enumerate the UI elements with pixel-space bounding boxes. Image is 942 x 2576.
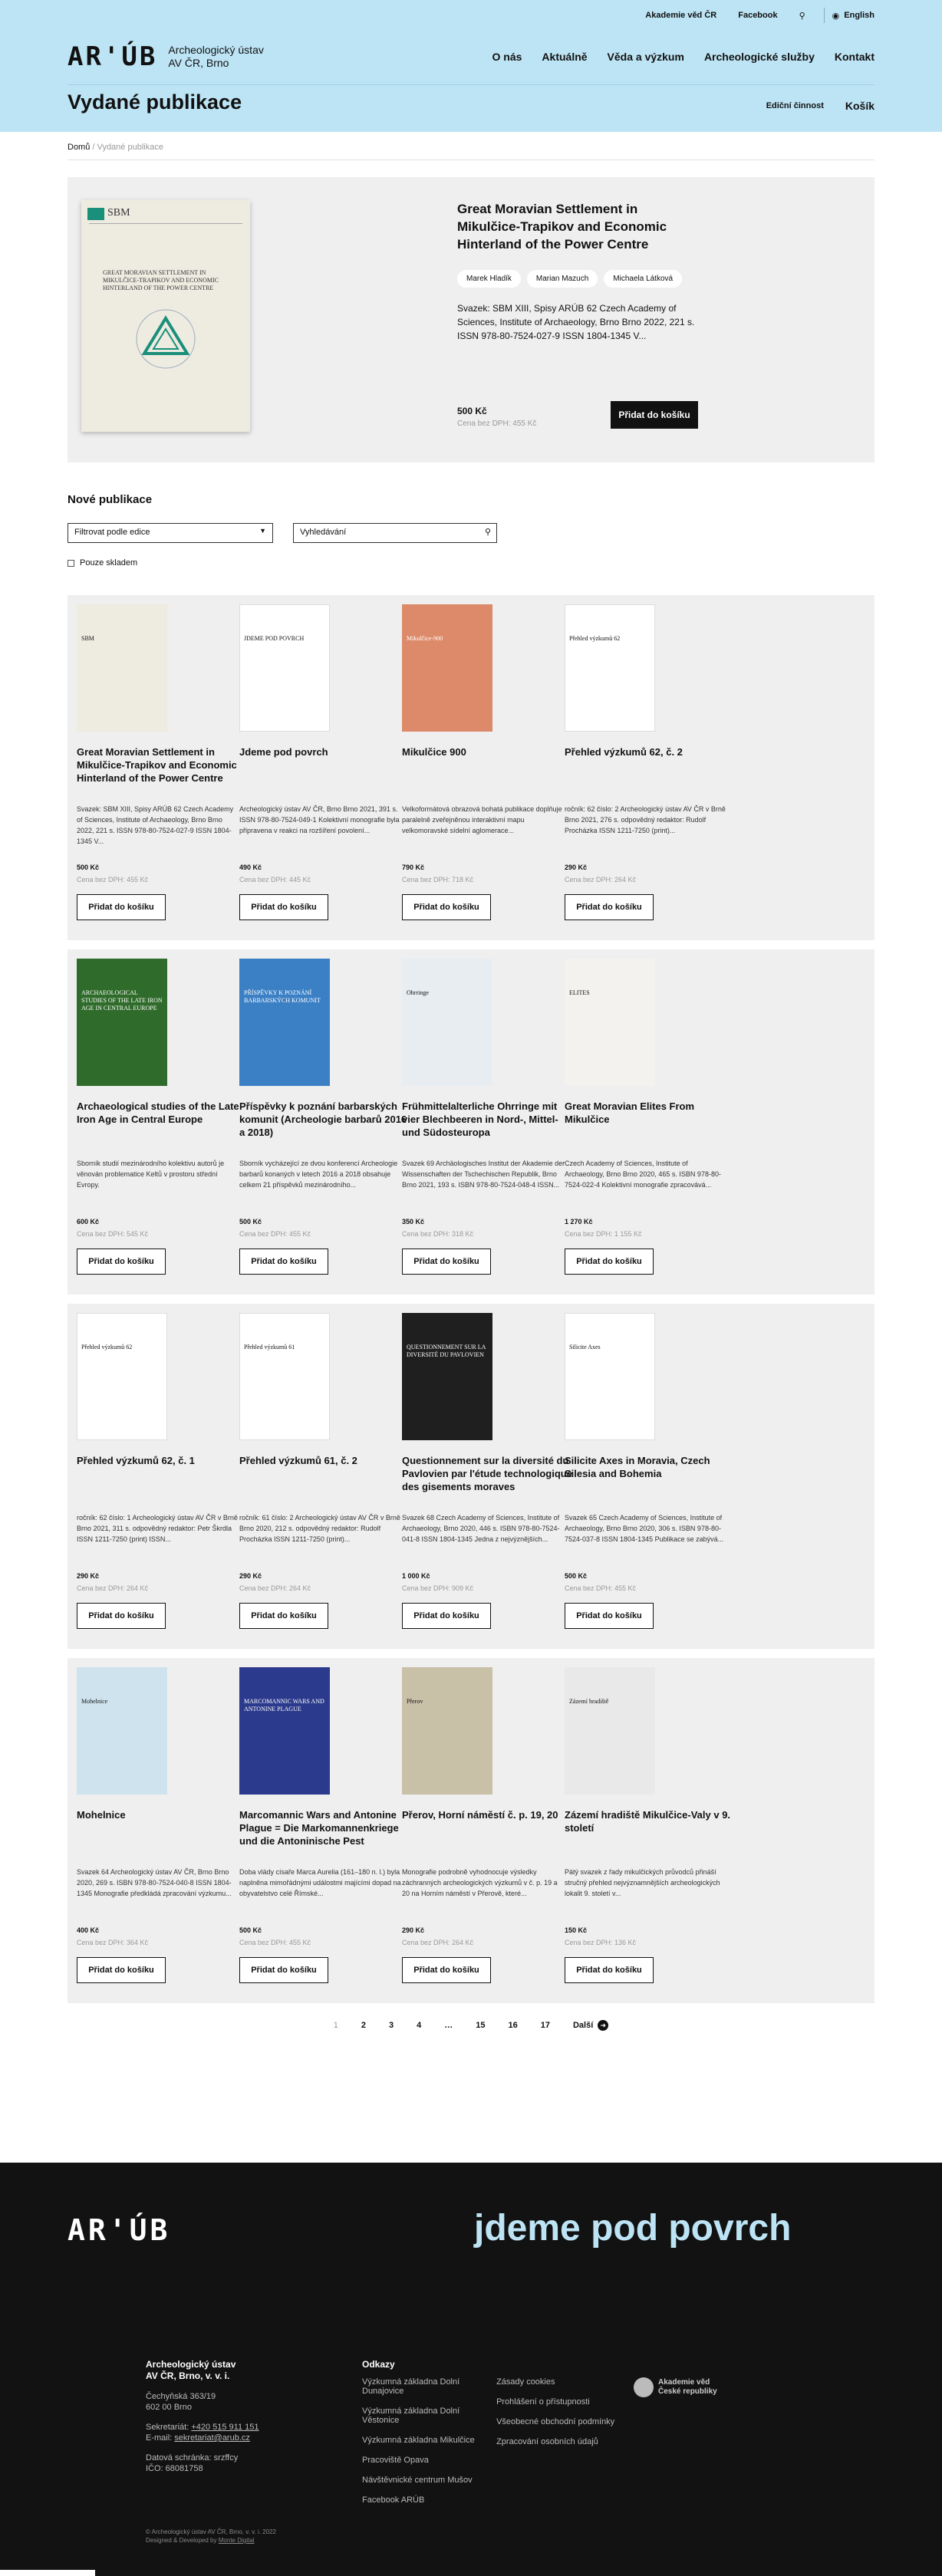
add-to-cart-button[interactable]: Přidat do košíku xyxy=(239,1957,328,1983)
product-grid xyxy=(68,595,874,2003)
product-row xyxy=(68,949,874,1295)
footer-institute-2: AV ČR, Brno, v. v. i. xyxy=(146,2370,230,2381)
product-cover[interactable] xyxy=(565,1667,655,1795)
nav-aktualne[interactable]: Aktuálně xyxy=(542,51,588,63)
add-to-cart-button[interactable]: Přidat do košíku xyxy=(402,1603,491,1629)
product-row xyxy=(68,595,874,940)
section-title: Nové publikace xyxy=(68,493,153,506)
footer-link[interactable]: Facebook ARÚB xyxy=(362,2495,425,2505)
chevron-down-icon: ▼ xyxy=(259,527,266,535)
product-cover-text: Přerov xyxy=(407,1698,423,1705)
cover-series: SBM xyxy=(107,207,130,219)
product-card xyxy=(555,1304,739,1649)
product-cover-text: PŘÍSPĚVKY K POZNÁNÍ BARBARSKÝCH KOMUNIT xyxy=(244,989,321,1004)
page-link[interactable]: … xyxy=(444,2021,453,2030)
breadcrumb: Domů / Vydané publikace xyxy=(68,143,163,152)
author-tag[interactable]: Michaela Látková xyxy=(604,270,682,288)
product-title[interactable]: Frühmittelalterliche Ohrringe mit vier Blechbeeren in Nord-, Mittel- und Südosteuropa xyxy=(402,1100,558,1138)
product-title[interactable]: Mikulčice 900 xyxy=(402,746,466,758)
language-link[interactable]: English xyxy=(844,11,874,20)
product-title[interactable]: Great Moravian Elites From Mikulčice xyxy=(565,1100,695,1125)
product-card xyxy=(555,949,739,1295)
academy-logo-icon xyxy=(634,2377,654,2397)
product-card xyxy=(393,1304,577,1649)
product-cover[interactable] xyxy=(239,604,330,732)
logo[interactable]: AR'ÚB xyxy=(68,41,158,72)
product-card xyxy=(230,595,414,940)
series-badge xyxy=(87,208,104,220)
add-to-cart-button[interactable]: Přidat do košíku xyxy=(239,894,328,920)
product-cover[interactable] xyxy=(565,959,655,1086)
author-list xyxy=(457,270,703,288)
product-net-price: Cena bez DPH: 545 Kč xyxy=(77,1230,149,1238)
page-link[interactable]: 3 xyxy=(388,2021,394,2030)
add-to-cart-button[interactable]: Přidat do košíku xyxy=(565,1957,654,1983)
footer-link[interactable]: Výzkumná základna Dolní Dunajovice xyxy=(362,2377,460,2396)
footer-phone-label: Sekretariát: xyxy=(146,2423,189,2432)
product-cover-text: QUESTIONNEMENT SUR LA DIVERSITÉ DU PAVLOVIEN xyxy=(407,1344,486,1358)
search-icon[interactable]: ⚲ xyxy=(799,11,805,21)
page-link[interactable]: 2 xyxy=(361,2021,366,2030)
product-cover[interactable] xyxy=(565,604,655,732)
footer-street: Čechyňská 363/19 xyxy=(146,2392,216,2401)
product-title[interactable]: Přehled výzkumů 62, č. 2 xyxy=(565,746,683,758)
footer-link[interactable]: Výzkumná základna Dolní Věstonice xyxy=(362,2407,460,2425)
product-cover[interactable] xyxy=(77,604,167,732)
product-description: Svazek 68 Czech Academy of Sciences, Institute of Archaeology, Brno 2020, 446 s. ISBN 978-80-7524-041-8 ISSN 1804-1345 Jedna z nejvýznějších... xyxy=(402,1514,560,1543)
product-cover[interactable] xyxy=(239,1667,330,1795)
product-price: 150 Kč xyxy=(565,1926,588,1934)
institute-name xyxy=(168,44,264,70)
add-to-cart-button[interactable]: Přidat do košíku xyxy=(402,894,491,920)
product-row xyxy=(68,1304,874,1649)
product-title[interactable]: Příspěvky k poznání barbarských komunit (Archeologie barbarů 2016 a 2018) xyxy=(239,1100,407,1138)
product-price: 500 Kč xyxy=(77,864,100,871)
product-title[interactable]: Mohelnice xyxy=(77,1809,126,1821)
product-card xyxy=(555,1658,739,2003)
copyright xyxy=(146,2528,276,2545)
product-cover-text: MARCOMANNIC WARS AND ANTONINE PLAGUE xyxy=(244,1698,324,1712)
product-description: Doba vlády císaře Marca Aurelia (161–180 n. l.) byla naplněna mimořádnými událostmi majícími dopad na obyvatelstvo celé Římské... xyxy=(239,1868,401,1897)
site-footer xyxy=(0,2163,942,2576)
product-title[interactable]: Jdeme pod povrch xyxy=(239,746,328,758)
institute-line-2: AV ČR, Brno xyxy=(168,57,229,69)
product-description: Sborník vycházející ze dvou konferencí Archeologie barbarů konaných v letech 2016 a 2018 obsahuje celkem 21 příspěvků mezinárodního... xyxy=(239,1160,398,1189)
academy-badge[interactable] xyxy=(634,2377,717,2397)
product-cover[interactable] xyxy=(402,604,492,732)
product-price: 1 270 Kč xyxy=(565,1218,593,1225)
product-description: ročník: 61 číslo: 2 Archeologický ústav AV ČR v Brně Brno 2020, 212 s. odpovědný redaktor: Rudolf Procházka ISSN 1211-7250 (print)... xyxy=(239,1514,400,1543)
product-price: 290 Kč xyxy=(402,1926,425,1934)
footer-links-col-2 xyxy=(496,2377,614,2457)
footer-institute-1: Archeologický ústav xyxy=(146,2359,236,2370)
product-price: 500 Kč xyxy=(239,1926,262,1934)
product-cover-text: Mikulčice-900 xyxy=(407,635,443,642)
add-to-cart-button[interactable]: Přidat do košíku xyxy=(77,1603,166,1629)
footer-ico: IČO: 68081758 xyxy=(146,2464,203,2473)
product-description: Svazek 69 Archäologisches Institut der Akademie der Wissenschaften der Tschechischen Republik, Brno Brno 2021, 193 s. ISBN 978-80-7524-048-4 ISSN... xyxy=(402,1160,565,1189)
page-link[interactable]: 16 xyxy=(508,2021,518,2030)
product-cover[interactable] xyxy=(402,1313,492,1440)
product-cover-text: ELITES xyxy=(569,989,590,996)
product-card xyxy=(230,949,414,1295)
add-to-cart-button[interactable]: Přidat do košíku xyxy=(239,1603,328,1629)
product-cover-text: ARCHAEOLOGICAL STUDIES OF THE LATE IRON AGE IN CENTRAL EUROPE xyxy=(81,989,163,1012)
cover-title: GREAT MORAVIAN SETTLEMENT IN MIKULČICE-TRAPIKOV AND ECONOMIC HINTERLAND OF THE POWER CENTRE xyxy=(103,269,219,291)
copyright-text: © Archeologický ústav AV ČR, Brno, v. v. i. 2022 xyxy=(146,2528,276,2535)
search-icon[interactable]: ⚲ xyxy=(484,528,491,537)
page-link[interactable]: 1 xyxy=(333,2021,338,2030)
product-row xyxy=(68,1658,874,2003)
product-net-price: Cena bez DPH: 909 Kč xyxy=(402,1584,474,1592)
product-title[interactable]: Marcomannic Wars and Antonine Plague = Die Markomannenkriege und die Antoninische Pest xyxy=(239,1809,399,1847)
product-net-price: Cena bez DPH: 264 Kč xyxy=(402,1939,474,1946)
edition-select-value: Filtrovat podle edice xyxy=(74,528,150,537)
product-cover[interactable] xyxy=(77,1313,167,1440)
featured-info xyxy=(457,200,703,343)
featured-publication xyxy=(68,177,874,462)
featured-net-price: Cena bez DPH: 455 Kč xyxy=(457,419,537,428)
page-title: Vydané publikace xyxy=(68,90,242,114)
product-description: Svazek: SBM XIII, Spisy ARÚB 62 Czech Academy of Sciences, Institute of Archaeology, Brno Brno 2022, 221 s. ISSN 978-80-7524-027-9 ISSN 1804-1345 V... xyxy=(77,805,234,845)
product-price: 290 Kč xyxy=(239,1572,262,1580)
product-price: 290 Kč xyxy=(77,1572,100,1580)
product-cover-text: Přehled výzkumů 61 xyxy=(244,1344,295,1351)
footer-link[interactable]: Zpracování osobních údajů xyxy=(496,2437,598,2446)
product-card xyxy=(230,1304,414,1649)
product-net-price: Cena bez DPH: 264 Kč xyxy=(77,1584,149,1592)
featured-price: 500 Kč xyxy=(457,406,487,416)
product-price: 490 Kč xyxy=(239,864,262,871)
product-card xyxy=(68,595,252,940)
page-link[interactable]: 4 xyxy=(417,2021,422,2030)
footer-email[interactable]: sekretariat@arub.cz xyxy=(174,2433,250,2443)
footer-email-label: E-mail: xyxy=(146,2433,173,2443)
product-price: 290 Kč xyxy=(565,864,588,871)
footer-link[interactable]: Všeobecné obchodní podmínky xyxy=(496,2417,615,2426)
footer-address xyxy=(146,2359,259,2474)
cookie-bar[interactable] xyxy=(0,2570,95,2576)
product-net-price: Cena bez DPH: 318 Kč xyxy=(402,1230,474,1238)
main-bar xyxy=(68,38,874,75)
product-net-price: Cena bez DPH: 364 Kč xyxy=(77,1939,149,1946)
footer-link[interactable]: Výzkumná základna Mikulčice xyxy=(362,2436,475,2445)
add-to-cart-button[interactable]: Přidat do košíku xyxy=(77,894,166,920)
product-net-price: Cena bez DPH: 1 155 Kč xyxy=(565,1230,642,1238)
product-card xyxy=(230,1658,414,2003)
footer-city: 602 00 Brno xyxy=(146,2403,192,2412)
add-to-cart-button[interactable]: Přidat do košíku xyxy=(77,1249,166,1275)
featured-title[interactable]: Great Moravian Settlement in Mikulčice-Trapikov and Economic Hinterland of the Power Centre xyxy=(457,202,667,252)
product-title[interactable]: Silicite Axes in Moravia, Czech Silesia and Bohemia xyxy=(565,1455,710,1479)
nav-kontakt[interactable]: Kontakt xyxy=(834,51,874,63)
breadcrumb-current: Vydané publikace xyxy=(97,143,163,152)
footer-link[interactable]: Zásady cookies xyxy=(496,2377,555,2387)
product-cover-text: JDEME POD POVRCH xyxy=(244,635,305,642)
filters xyxy=(68,523,874,543)
product-card xyxy=(393,595,577,940)
institute-line-1: Archeologický ústav xyxy=(168,44,264,56)
product-price: 400 Kč xyxy=(77,1926,100,1934)
add-to-cart-button[interactable]: Přidat do košíku xyxy=(565,1249,654,1275)
product-description: Svazek 64 Archeologický ústav AV ČR, Brno Brno 2020, 269 s. ISBN 978-80-7524-040-8 ISSN 1804-1345 Monografie předkládá zpracování výzkumu... xyxy=(77,1868,232,1897)
product-price: 350 Kč xyxy=(402,1218,425,1225)
add-to-cart-button[interactable]: Přidat do košíku xyxy=(402,1957,491,1983)
credit-prefix: Designed & Developed by xyxy=(146,2537,217,2544)
sub-nav xyxy=(766,100,874,112)
product-description: Monografie podrobně vyhodnocuje výsledky záchranných archeologických výzkumů v č. p. 19 a 20 na Horním náměstí v Přerově, které... xyxy=(402,1868,558,1897)
pagination xyxy=(68,2020,874,2031)
product-cover-text: Mohelnice xyxy=(81,1698,108,1705)
subnav-edicni-cinnost[interactable]: Ediční činnost xyxy=(766,101,824,110)
add-to-cart-button[interactable]: Přidat do košíku xyxy=(239,1249,328,1275)
top-divider xyxy=(824,8,825,23)
product-card xyxy=(393,949,577,1295)
site-header xyxy=(0,0,942,132)
product-title[interactable]: Archaeological studies of the Late Iron Age in Central Europe xyxy=(77,1100,239,1125)
product-net-price: Cena bez DPH: 264 Kč xyxy=(239,1584,311,1592)
product-net-price: Cena bez DPH: 718 Kč xyxy=(402,876,474,883)
product-price: 790 Kč xyxy=(402,864,425,871)
product-cover-text: Zázemí hradiště xyxy=(569,1698,609,1705)
author-tag[interactable]: Marek Hladík xyxy=(457,270,521,288)
breadcrumb-home[interactable]: Domů xyxy=(68,143,91,152)
product-cover[interactable] xyxy=(77,1667,167,1795)
product-net-price: Cena bez DPH: 455 Kč xyxy=(565,1584,637,1592)
top-bar xyxy=(624,8,874,23)
academy-line-1: Akademie věd xyxy=(658,2378,710,2387)
add-to-cart-button[interactable]: Přidat do košíku xyxy=(402,1249,491,1275)
product-title[interactable]: Questionnement sur la diversité du Pavlovien par l'étude technologique des gisements moraves xyxy=(402,1455,572,1492)
featured-description: Svazek: SBM XIII, Spisy ARÚB 62 Czech Academy of Sciences, Institute of Archaeology, Brno Brno 2022, 221 s. ISSN 978-80-7524-027-9 ISSN 1804-1345 V... xyxy=(457,303,695,341)
footer-data-box: Datová schránka: srzffcy xyxy=(146,2453,239,2462)
add-to-cart-button[interactable]: Přidat do košíku xyxy=(77,1957,166,1983)
next-label: Další xyxy=(572,2021,594,2030)
product-description: Pátý svazek z řady mikulčických průvodců přináší stručný přehled nejvýznamnějších archeologických lokalit 9. století v... xyxy=(565,1868,720,1897)
footer-phone[interactable]: +420 515 911 151 xyxy=(191,2423,259,2432)
product-price: 600 Kč xyxy=(77,1218,100,1225)
edition-select[interactable] xyxy=(68,523,273,543)
product-net-price: Cena bez DPH: 455 Kč xyxy=(239,1230,311,1238)
page-link[interactable]: 17 xyxy=(540,2021,550,2030)
product-title[interactable]: Přehled výzkumů 62, č. 1 xyxy=(77,1455,195,1466)
product-card xyxy=(68,1304,252,1649)
academy-line-2: České republiky xyxy=(658,2387,717,2396)
product-price: 500 Kč xyxy=(239,1218,262,1225)
product-card xyxy=(555,595,739,940)
footer-link[interactable]: Pracoviště Opava xyxy=(362,2456,429,2465)
arrow-right-icon: ➜ xyxy=(598,2020,608,2031)
product-description: Sborník studií mezinárodního kolektivu autorů je věnován problematice Keltů v prostoru střední Evropy. xyxy=(77,1160,225,1189)
credit-link[interactable]: Monte Digital xyxy=(218,2537,255,2544)
product-title[interactable]: Přerov, Horní náměstí č. p. 19, 20 xyxy=(402,1809,558,1821)
nav-o-nas[interactable]: O nás xyxy=(492,51,522,63)
product-description: Czech Academy of Sciences, Institute of Archaeology, Brno Brno 2020, 465 s. ISBN 978-80-7524-022-4 Kolektivní monografie zpracovává... xyxy=(565,1160,721,1189)
cover-diagram xyxy=(120,304,212,373)
cover-rule xyxy=(89,223,242,224)
product-cover[interactable] xyxy=(77,959,167,1086)
product-price: 500 Kč xyxy=(565,1572,588,1580)
product-description: Velkoformátová obrazová bohatá publikace doplňuje paralelně zveřejněnou interaktivní mapu velkomoravské sídelní aglomerace... xyxy=(402,805,562,834)
product-cover[interactable] xyxy=(402,1667,492,1795)
product-card xyxy=(68,1658,252,2003)
product-description: ročník: 62 číslo: 2 Archeologický ústav AV ČR v Brně Brno 2021, 276 s. odpovědný redaktor: Rudolf Procházka ISSN 1211-7250 (print)... xyxy=(565,805,726,834)
product-title[interactable]: Zázemí hradiště Mikulčice-Valy v 9. století xyxy=(565,1809,731,1834)
product-cover-text: Silicite Axes xyxy=(569,1344,601,1351)
product-net-price: Cena bez DPH: 445 Kč xyxy=(239,876,311,883)
add-to-cart-button[interactable]: Přidat do košíku xyxy=(565,1603,654,1629)
top-link-facebook[interactable]: Facebook xyxy=(738,11,778,20)
product-description: ročník: 62 číslo: 1 Archeologický ústav AV ČR v Brně Brno 2021, 311 s. odpovědný redaktor: Petr Škrdla ISSN 1211-7250 (print) ISSN... xyxy=(77,1514,238,1543)
add-to-cart-button[interactable]: Přidat do košíku xyxy=(565,894,654,920)
footer-slogan: jdeme pod povrch xyxy=(474,2208,792,2249)
product-cover[interactable] xyxy=(565,1313,655,1440)
product-card xyxy=(393,1658,577,2003)
featured-add-to-cart-button[interactable]: Přidat do košíku xyxy=(611,401,698,429)
footer-logo[interactable]: AR'ÚB xyxy=(68,2213,171,2247)
product-net-price: Cena bez DPH: 455 Kč xyxy=(77,876,149,883)
footer-link[interactable]: Návštěvnické centrum Mušov xyxy=(362,2476,473,2485)
header-divider xyxy=(68,84,874,85)
globe-icon: ◉ xyxy=(832,11,840,21)
author-tag[interactable]: Marian Mazuch xyxy=(527,270,598,288)
page-link[interactable]: 15 xyxy=(476,2021,486,2030)
product-description: Svazek 65 Czech Academy of Sciences, Institute of Archaeology, Brno Brno 2020, 306 s. ISBN 978-80-7524-037-8 ISSN 1804-1345 Publikace se zabývá... xyxy=(565,1514,724,1543)
footer-links-col-1 xyxy=(362,2377,494,2515)
footer-links-title: Odkazy xyxy=(362,2359,395,2370)
main-nav xyxy=(473,51,874,63)
product-cover[interactable] xyxy=(239,1313,330,1440)
product-cover-text: Přehled výzkumů 62 xyxy=(81,1344,133,1351)
product-cover[interactable] xyxy=(402,959,492,1086)
nav-veda-a-vyzkum[interactable]: Věda a výzkum xyxy=(607,51,684,63)
next-page-link[interactable] xyxy=(573,2020,608,2031)
product-price: 1 000 Kč xyxy=(402,1572,430,1580)
in-stock-checkbox[interactable] xyxy=(68,560,74,567)
product-net-price: Cena bez DPH: 455 Kč xyxy=(239,1939,311,1946)
footer-links xyxy=(362,2359,614,2515)
product-title[interactable]: Great Moravian Settlement in Mikulčice-Trapikov and Economic Hinterland of the Power Centre xyxy=(77,746,237,784)
in-stock-label: Pouze skladem xyxy=(80,558,138,568)
search-placeholder: Vyhledávání xyxy=(300,528,347,537)
subnav-cart[interactable]: Košík xyxy=(845,100,874,112)
in-stock-filter[interactable] xyxy=(68,558,874,568)
top-link-academy[interactable]: Akademie věd ČR xyxy=(645,11,717,20)
product-cover[interactable] xyxy=(239,959,330,1086)
product-title[interactable]: Přehled výzkumů 61, č. 2 xyxy=(239,1455,357,1466)
search-input[interactable] xyxy=(293,523,497,543)
product-description: Archeologický ústav AV ČR, Brno Brno 2021, 391 s. ISSN 978-80-7524-049-1 Kolektivní monografie byla připravena v reakci na rozšíření povolení... xyxy=(239,805,400,834)
footer-link[interactable]: Prohlášení o přístupnosti xyxy=(496,2397,590,2407)
product-net-price: Cena bez DPH: 136 Kč xyxy=(565,1939,637,1946)
product-cover-text: Přehled výzkumů 62 xyxy=(569,635,621,642)
product-cover-text: Ohrringe xyxy=(407,989,429,996)
product-cover-text: SBM xyxy=(81,635,94,642)
featured-cover[interactable] xyxy=(81,200,250,432)
product-card xyxy=(68,949,252,1295)
product-net-price: Cena bez DPH: 264 Kč xyxy=(565,876,637,883)
nav-archeologicke-sluzby[interactable]: Archeologické služby xyxy=(703,51,815,63)
